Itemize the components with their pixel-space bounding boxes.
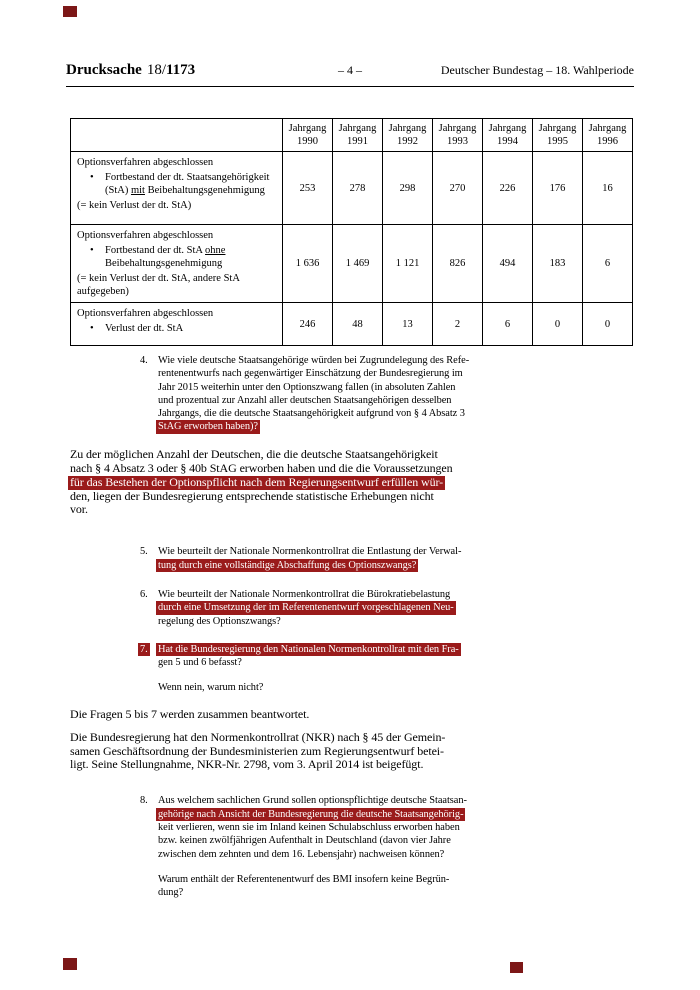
- question-8: [140, 794, 482, 899]
- value-cell: 1 636: [283, 225, 333, 303]
- value-cell: 48: [333, 303, 383, 346]
- column-header-1991: [333, 119, 383, 152]
- bullet-icon: •: [90, 323, 94, 334]
- column-header-word: Jahrgang: [338, 123, 377, 134]
- column-header-word: Jahrgang: [538, 123, 577, 134]
- document-number: 1173: [166, 62, 196, 78]
- table-corner-cell: [71, 119, 283, 152]
- text-line: Wenn nein, warum nicht?: [158, 682, 264, 694]
- bullet-icon: •: [90, 172, 94, 183]
- text-line: rentenentwurfs nach gegenwärtiger Einschätzung der Bundesregierung im: [158, 368, 463, 380]
- row-label-cell: [71, 303, 283, 346]
- question-number: 5.: [140, 546, 148, 558]
- row-intro: Optionsverfahren abgeschlossen: [77, 230, 214, 241]
- text-line: zwischen dem zehnten und dem 16. Lebensjahr) nachweisen können?: [158, 848, 445, 860]
- text-line: regelung des Optionszwangs?: [158, 615, 281, 627]
- text-line: gen 5 und 6 befasst?: [158, 657, 242, 669]
- header-right-title: Deutscher Bundestag – 18. Wahlperiode: [440, 63, 634, 77]
- text-line: bzw. keinen zwölfjährigen Aufenthalt in Deutschland (davon vier Jahre: [158, 835, 451, 847]
- value-cell: 0: [583, 303, 633, 346]
- column-header-1990: [283, 119, 333, 152]
- text-line-highlighted: gehörige nach Ansicht der Bundesregierung die deutsche Staatsangehörig-: [158, 808, 464, 820]
- text-line: nach § 4 Absatz 3 oder § 40b StAG erworben haben und die die Voraussetzungen: [70, 460, 453, 475]
- column-header-year: 1996: [597, 136, 618, 147]
- table-row-verlust: [71, 303, 633, 346]
- column-header-word: Jahrgang: [288, 123, 327, 134]
- table-row-mit-genehmigung: [71, 152, 633, 225]
- text-line: dung?: [158, 887, 184, 899]
- question-4: [140, 354, 482, 434]
- options-statistics-table: [70, 118, 633, 346]
- text-line-highlighted: Hat die Bundesregierung den Nationalen Normenkontrollrat mit den Fra-: [158, 643, 459, 655]
- row-note: (= kein Verlust der dt. StA, andere StA aufgegeben): [77, 273, 240, 297]
- text-line: vor.: [70, 502, 88, 517]
- text-line-highlighted: StAG erworben haben)?: [158, 421, 258, 433]
- value-cell: 16: [583, 152, 633, 225]
- column-header-word: Jahrgang: [488, 123, 527, 134]
- column-header-1995: [533, 119, 583, 152]
- text-line: Zu der möglichen Anzahl der Deutschen, die die deutsche Staatsangehörigkeit: [70, 446, 438, 461]
- row-note: (= kein Verlust der dt. StA): [77, 200, 192, 211]
- legislature-prefix: 18/: [146, 62, 166, 78]
- text-line: keit verlieren, wenn sie im Inland keinen Schulabschluss erworben haben: [158, 821, 460, 833]
- value-cell: 278: [333, 152, 383, 225]
- column-header-1996: [583, 119, 633, 152]
- text-line: den, liegen der Bundesregierung entsprechende statistische Erhebungen nicht: [70, 488, 434, 503]
- page-number: – 4 –: [338, 63, 362, 77]
- document-header: [66, 62, 634, 87]
- column-header-year: 1995: [547, 136, 568, 147]
- question-number: 4.: [140, 355, 148, 366]
- question-6: [140, 588, 482, 628]
- value-cell: 183: [533, 225, 583, 303]
- column-header-1993: [433, 119, 483, 152]
- value-cell: 226: [483, 152, 533, 225]
- text-line-highlighted: durch eine Umsetzung der im Referentenentwurf vorgeschlagenen Neu-: [158, 602, 454, 614]
- text-line-highlighted: tung durch eine vollständige Abschaffung des Optionszwangs?: [158, 559, 417, 571]
- column-header-year: 1991: [347, 136, 368, 147]
- value-cell: 246: [283, 303, 333, 346]
- table-row-ohne-genehmigung: [71, 225, 633, 303]
- value-cell: 298: [383, 152, 433, 225]
- text-line: ligt. Seine Stellungnahme, NKR-Nr. 2798, vom 3. April 2014 ist beigefügt.: [70, 757, 424, 772]
- value-cell: 826: [433, 225, 483, 303]
- text-line: Die Bundesregierung hat den Normenkontrollrat (NKR) nach § 45 der Gemein-: [70, 729, 446, 744]
- text-line: Die Fragen 5 bis 7 werden zusammen beantwortet.: [70, 706, 310, 721]
- row-intro: Optionsverfahren abgeschlossen: [77, 308, 214, 319]
- row-label-cell: [71, 225, 283, 303]
- value-cell: 1 469: [333, 225, 383, 303]
- value-cell: 1 121: [383, 225, 433, 303]
- answer-4-paragraph: [70, 448, 482, 518]
- row-bullet-item: [77, 322, 276, 335]
- bullet-icon: •: [90, 245, 94, 256]
- text-line: Wie viele deutsche Staatsangehörige würden bei Zugrundelegung des Refe-: [158, 355, 470, 366]
- answer-567-paragraph: [70, 731, 482, 773]
- question-number: 6.: [140, 588, 148, 600]
- value-cell: 2: [433, 303, 483, 346]
- value-cell: 13: [383, 303, 433, 346]
- value-cell: 0: [533, 303, 583, 346]
- question-5: [140, 545, 482, 572]
- drucksache-label: Drucksache: [66, 62, 142, 78]
- document-body: [70, 354, 482, 899]
- value-cell: 270: [433, 152, 483, 225]
- bullet-text: Fortbestand der dt. Staatsangehörigkeit (StA) mit Beibehaltungsgenehmigung: [105, 172, 270, 196]
- column-header-year: 1993: [447, 136, 468, 147]
- column-header-1992: [383, 119, 433, 152]
- answer-567-intro-paragraph: [70, 708, 482, 722]
- table-header-row: [71, 119, 633, 152]
- red-marker-bottom-center: [510, 962, 523, 973]
- text-line: Jahr 2015 weiterhin unter den Optionszwang fallen (in absoluten Zahlen: [158, 381, 456, 393]
- row-label-cell: [71, 152, 283, 225]
- row-intro: Optionsverfahren abgeschlossen: [77, 157, 214, 168]
- text-line: Wie beurteilt der Nationale Normenkontrollrat die Entlastung der Verwal-: [158, 546, 462, 558]
- column-header-year: 1990: [297, 136, 318, 147]
- text-line: Jahrgangs, die die deutsche Staatsangehörigkeit aufgrund von § 4 Absatz 3: [158, 408, 465, 420]
- row-bullet-item: [77, 244, 276, 270]
- red-marker-bottom-left: [63, 958, 77, 970]
- text-line: samen Geschäftsordnung der Bundesministerien zum Regierungsentwurf betei-: [70, 743, 444, 758]
- text-line: Aus welchem sachlichen Grund sollen optionspflichtige deutsche Staatsan-: [158, 795, 467, 807]
- column-header-word: Jahrgang: [388, 123, 427, 134]
- value-cell: 6: [483, 303, 533, 346]
- text-line: und prozentual zur Anzahl aller deutschen Staatsangehörigen desselben: [158, 394, 452, 406]
- bullet-text: Verlust der dt. StA: [105, 323, 184, 334]
- column-header-1994: [483, 119, 533, 152]
- value-cell: 253: [283, 152, 333, 225]
- value-cell: 6: [583, 225, 633, 303]
- row-bullet-item: [77, 171, 276, 197]
- text-line: Warum enthält der Referentenentwurf des BMI insofern keine Begrün-: [158, 873, 450, 885]
- question-number-highlighted: 7.: [140, 643, 148, 655]
- bullet-text: Fortbestand der dt. StA ohne Beibehaltungsgenehmigung: [105, 245, 226, 269]
- column-header-word: Jahrgang: [588, 123, 627, 134]
- question-7: [140, 643, 482, 695]
- column-header-word: Jahrgang: [438, 123, 477, 134]
- column-header-year: 1994: [497, 136, 518, 147]
- text-line-highlighted: für das Bestehen der Optionspflicht nach dem Regierungsentwurf erfüllen wür-: [70, 474, 444, 489]
- question-number: 8.: [140, 795, 148, 807]
- red-marker-top-left: [63, 6, 77, 17]
- column-header-year: 1992: [397, 136, 418, 147]
- text-line: Wie beurteilt der Nationale Normenkontrollrat die Bürokratiebelastung: [158, 588, 451, 600]
- value-cell: 494: [483, 225, 533, 303]
- value-cell: 176: [533, 152, 583, 225]
